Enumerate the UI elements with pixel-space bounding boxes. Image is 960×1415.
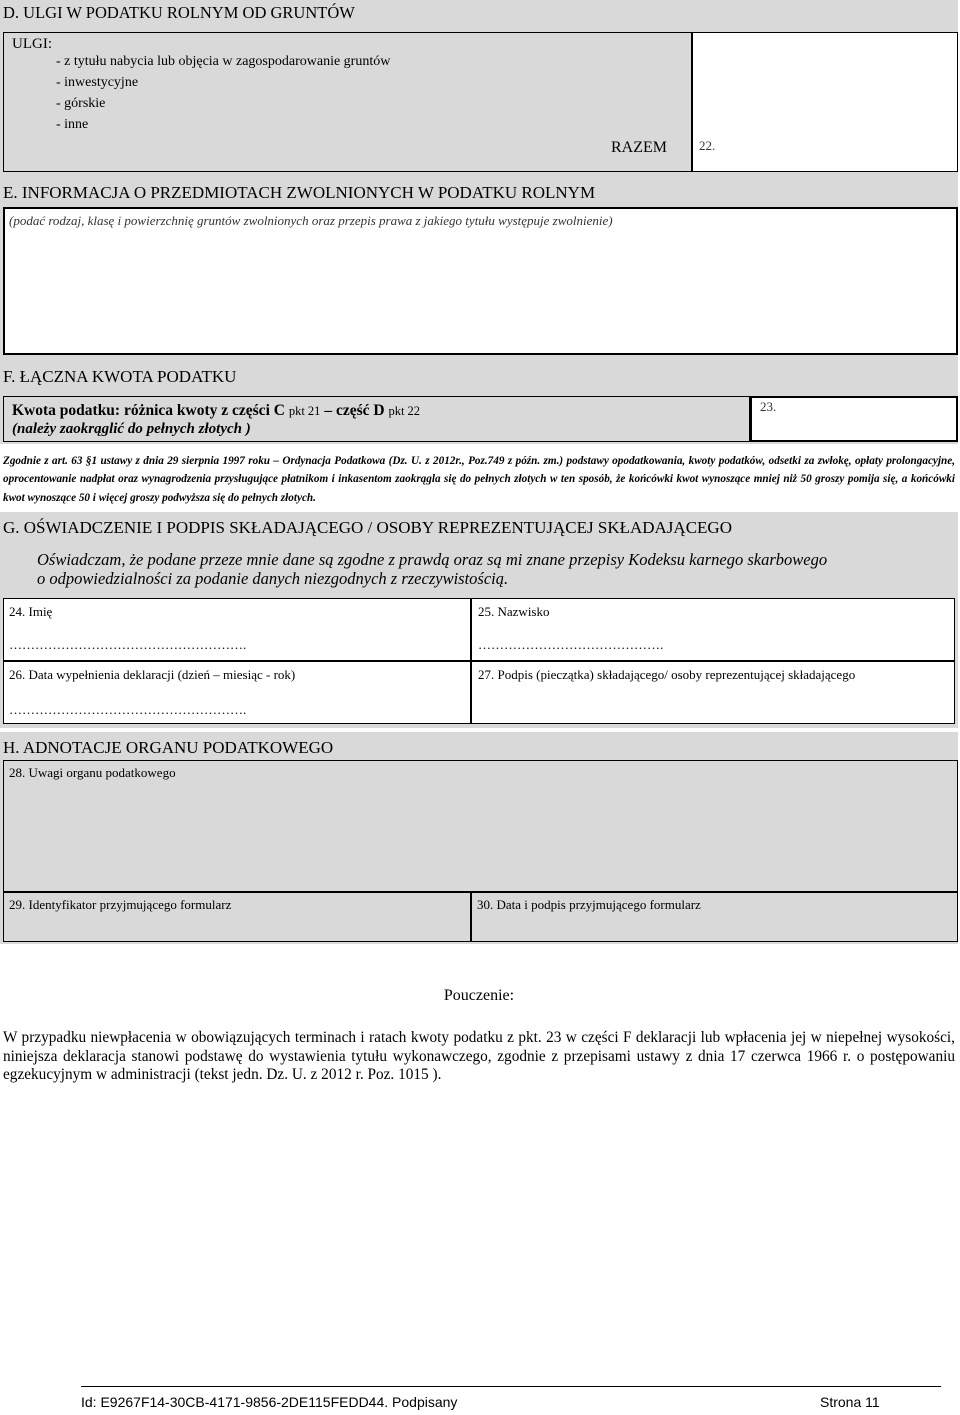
- receiver-date-signature-label: 30. Data i podpis przyjmującego formularz: [477, 897, 701, 912]
- last-name-dots: …………………………………….: [478, 637, 664, 652]
- rounding-legal-note: Zgodnie z art. 63 §1 ustawy z dnia 29 sierpnia 1997 roku – Ordynacja Podatkowa (Dz. U. z 2012r., Poz.749 z późn. zm.) podstawy opodatkowania, kwoty podatków, odsetki za zwłokę, opłaty prolongacyjne, oprocentowanie nadpłat oraz wynagrodzenia przysługujące płatnikom i inkasentom zaokrągla się do pełnych złotych w ten sposób, że końcówki kwot wynoszące mniej niż 50 groszy pomija się, a końcówki kwot wynoszące 50 i więcej groszy podwyższa się do pełnych złotych.: [3, 455, 955, 504]
- exempt-items-instruction: (podać rodzaj, klasę i powierzchnię gruntów zwolnionych oraz przepis prawa z jakiego tytułu występuje zwolnienie): [9, 213, 613, 228]
- first-name-field[interactable]: [3, 598, 471, 661]
- section-d-title: D. ULGI W PODATKU ROLNYM OD GRUNTÓW: [3, 3, 355, 22]
- section-e-title: E. INFORMACJA O PRZEDMIOTACH ZWOLNIONYCH W PODATKU ROLNYM: [3, 183, 596, 202]
- fill-date-dots: ……………………………………………….: [9, 702, 247, 717]
- first-name-dots: ……………………………………………….: [9, 637, 247, 652]
- receiver-id-field[interactable]: [3, 892, 471, 942]
- receiver-date-signature-field[interactable]: [471, 892, 958, 942]
- instruction-title: Pouczenie:: [443, 987, 515, 1004]
- tax-amount-label-pkt22: pkt 22: [388, 404, 421, 418]
- authority-remarks-label: 28. Uwagi organu podatkowego: [9, 765, 176, 780]
- fill-date-label: 26. Data wypełnienia deklaracji (dzień – miesiąc - rok): [9, 667, 296, 682]
- authority-remarks-field[interactable]: [3, 760, 958, 892]
- declaration-line-2: o odpowiedzialności za podanie danych niezgodnych z rzeczywistością.: [37, 569, 509, 588]
- tax-amount-label-pkt21: pkt 21: [288, 404, 321, 418]
- instruction-text: W przypadku niewpłacenia w obowiązujących terminach i ratach kwoty podatku z pkt. 23 w części F deklaracji lub wpłacenia jej w niepełnej wysokości, niniejsza deklaracja stanowi podstawę do wystawienia tytułu wykonawczego, zgodnie z przepisami ustawy z dnia 17 czerwca 1966 r. o postępowaniu egzekucyjnym w administracji (tekst jedn. Dz. U. z 2012 r. Poz. 1015 ).: [3, 1029, 955, 1083]
- last-name-label: 25. Nazwisko: [478, 604, 550, 619]
- tax-amount-label-part2: – część D: [320, 402, 389, 419]
- field-22-box[interactable]: [692, 32, 958, 172]
- field-23-number: 23.: [760, 399, 777, 414]
- tax-amount-rounding-note: (należy zaokrąglić do pełnych złotych ): [12, 421, 251, 437]
- razem-label: RAZEM: [611, 139, 667, 156]
- document-id: Id: E9267F14-30CB-4171-9856-2DE115FEDD44. Podpisany: [81, 1394, 458, 1410]
- last-name-field[interactable]: [471, 598, 955, 661]
- first-name-label: 24. Imię: [9, 604, 53, 619]
- section-g-title: G. OŚWIADCZENIE I PODPIS SKŁADAJĄCEGO / OSOBY REPREZENTUJĄCEJ SKŁADAJĄCEGO: [3, 518, 732, 537]
- field-23-box[interactable]: [750, 396, 958, 442]
- field-22-number: 22.: [699, 138, 716, 153]
- ulgi-item-2: - inwestycyjne: [56, 75, 139, 90]
- tax-amount-label-part1: Kwota podatku: różnica kwoty z części C: [12, 402, 289, 419]
- exempt-items-box[interactable]: [3, 207, 958, 355]
- fill-date-field[interactable]: [3, 661, 471, 724]
- ulgi-label: ULGI:: [12, 36, 52, 52]
- ulgi-box: [3, 32, 692, 172]
- section-h-title: H. ADNOTACJE ORGANU PODATKOWEGO: [3, 738, 334, 757]
- footer-rule: [81, 1386, 941, 1387]
- page-number: Strona 11: [820, 1394, 880, 1410]
- ulgi-item-3: - górskie: [56, 96, 106, 111]
- tax-amount-label-box: [3, 396, 750, 442]
- ulgi-item-4: - inne: [56, 117, 89, 132]
- ulgi-item-1: - z tytułu nabycia lub objęcia w zagospodarowanie gruntów: [56, 54, 391, 69]
- tax-amount-label: [12, 402, 420, 420]
- signature-label: 27. Podpis (pieczątka) składającego/ osoby reprezentującej składającego: [478, 667, 856, 682]
- section-f-title: F. ŁĄCZNA KWOTA PODATKU: [3, 367, 237, 386]
- receiver-id-label: 29. Identyfikator przyjmującego formularz: [9, 897, 232, 912]
- signature-field[interactable]: [471, 661, 955, 724]
- declaration-line-1: Oświadczam, że podane przeze mnie dane są zgodne z prawdą oraz są mi znane przepisy Kodeksu karnego skarbowego: [37, 550, 828, 569]
